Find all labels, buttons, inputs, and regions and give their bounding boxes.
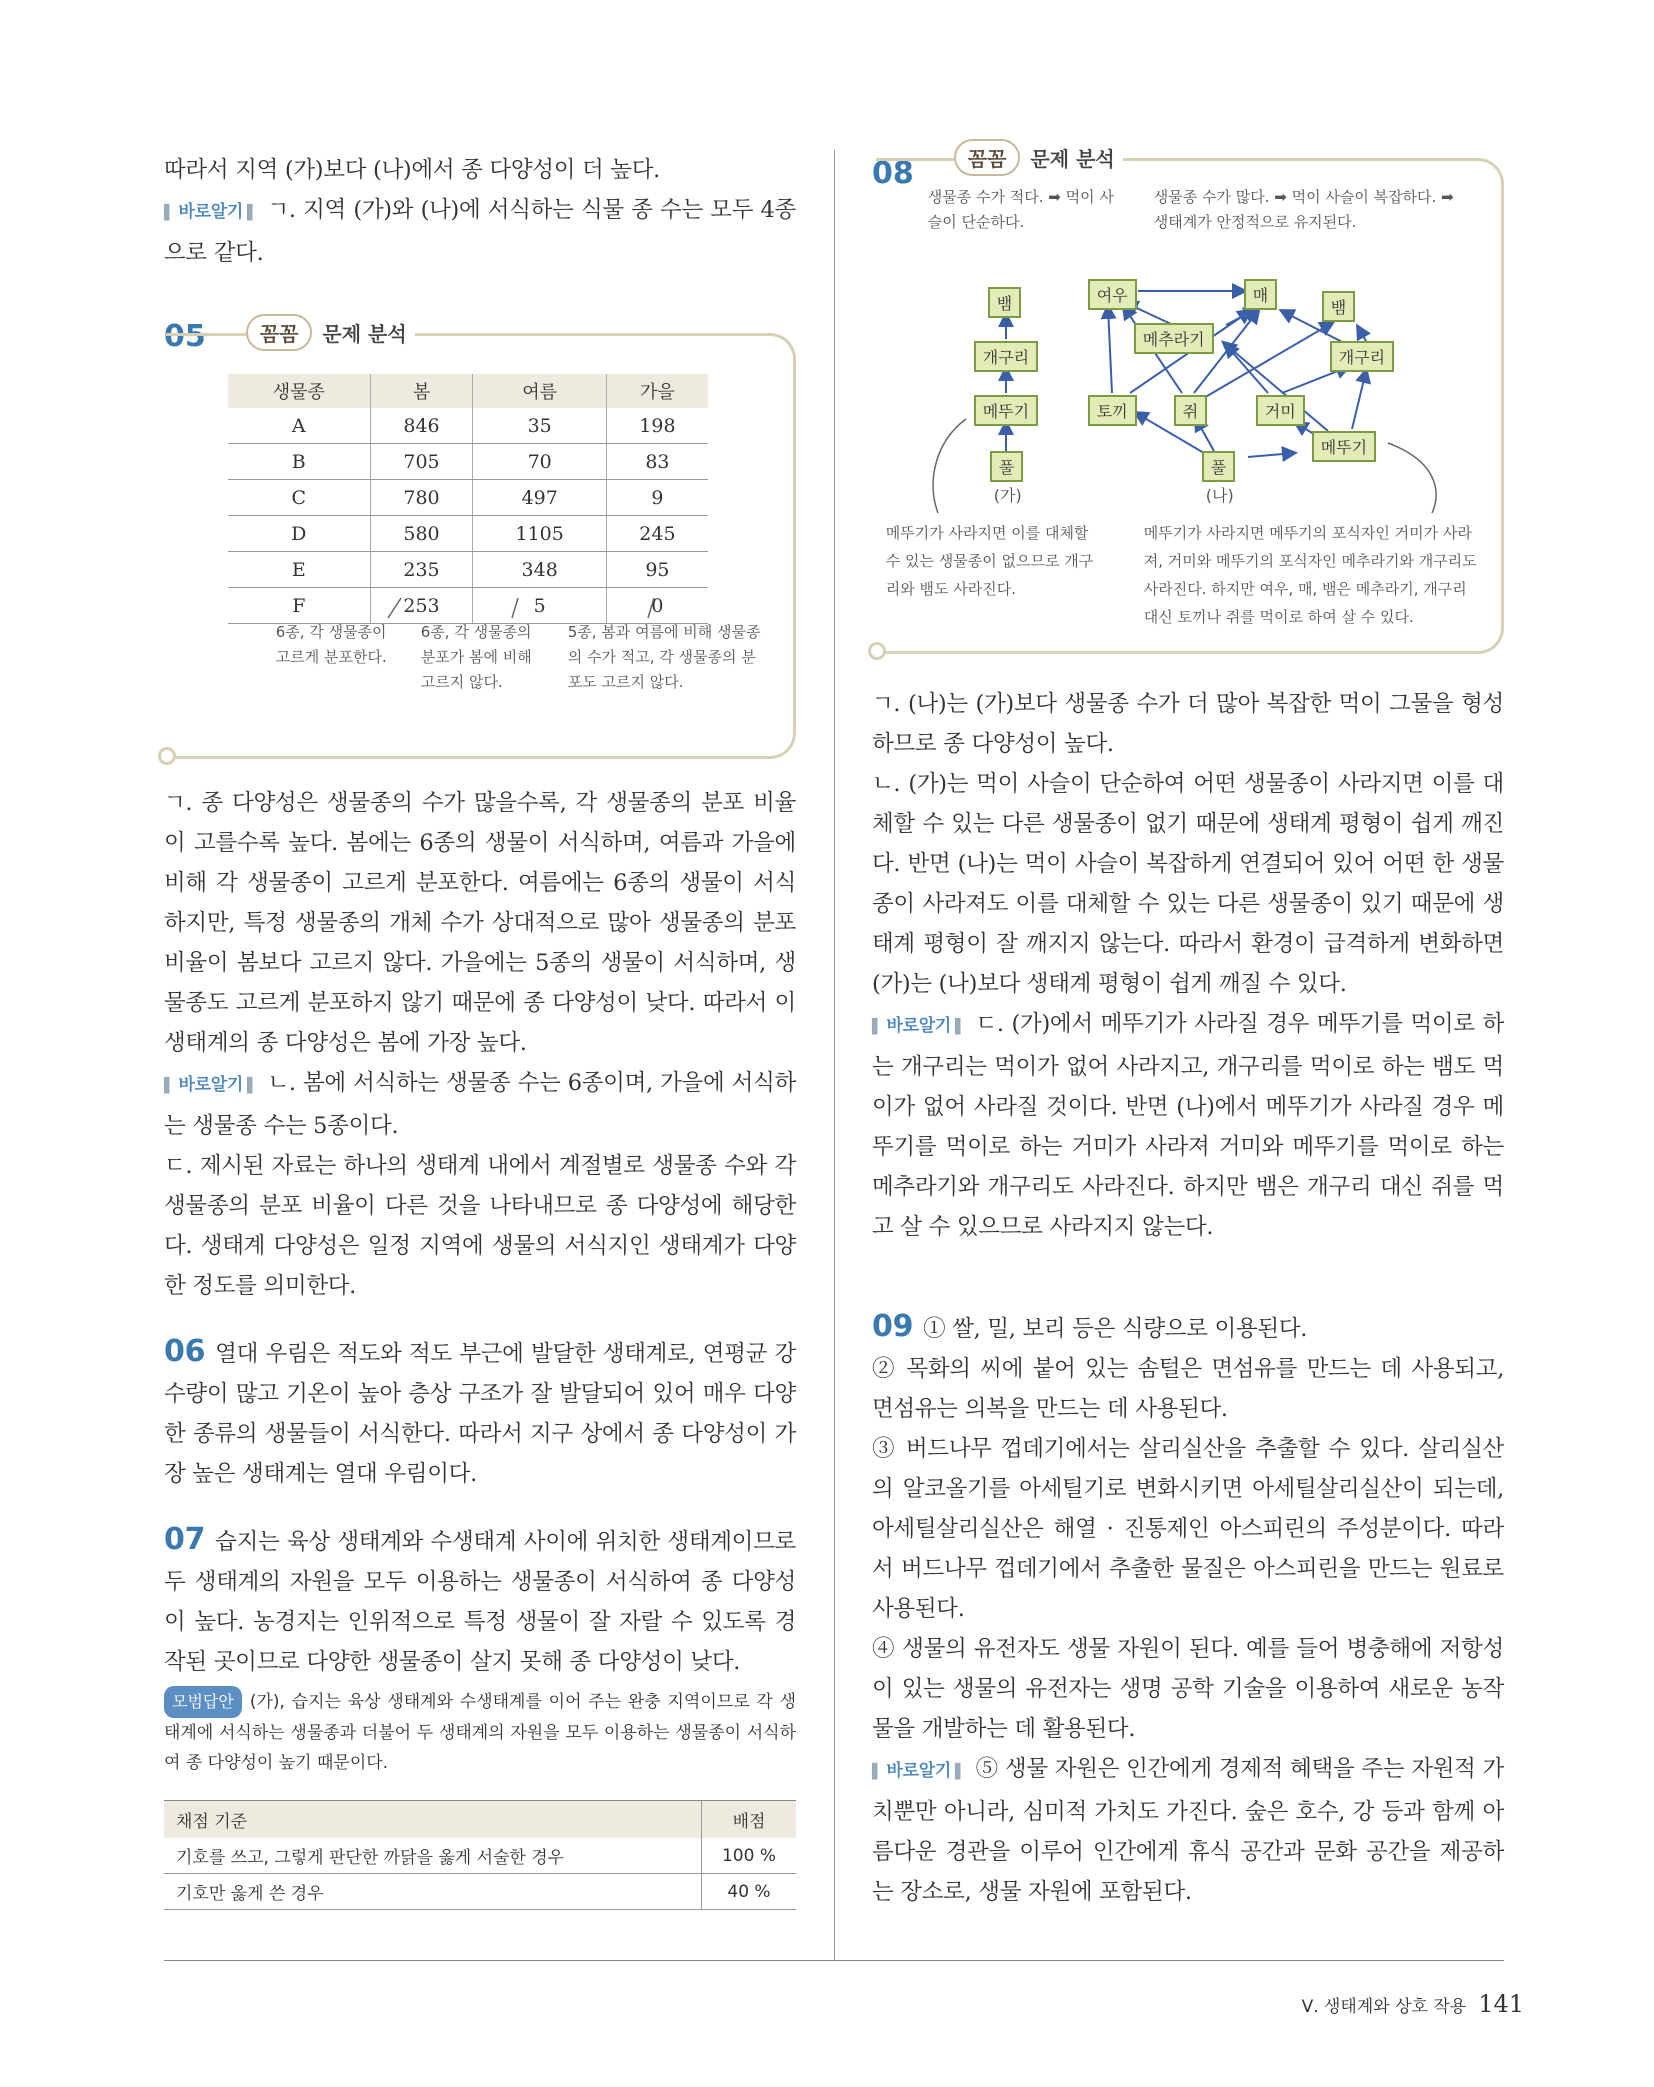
- table-cell: F: [228, 588, 371, 624]
- score-points: 100 %: [702, 1838, 797, 1874]
- question-number-07: 07: [164, 1522, 206, 1557]
- correction-tag: ▌ 바로알기 ▌: [872, 1016, 965, 1036]
- q09-line1: [872, 1307, 1504, 1349]
- score-header: 배점: [702, 1801, 797, 1839]
- node-b-mouse: 쥐: [1174, 395, 1207, 426]
- q07-answer-text: (가), 습지는 육상 생태계와 수생태계를 이어 주는 완충 지역이므로 각 생태계에 서식하는 생물종과 더불어 두 생태계의 자원을 모두 이용하는 생물종이 서식하여 종 다양성이 높기 때문이다.: [164, 1692, 796, 1773]
- node-b-frog: 개구리: [1330, 341, 1394, 372]
- top-note-a: 생물종 수가 적다. ➡ 먹이 사슬이 단순하다.: [927, 188, 1114, 231]
- correction-tag: ▌ 바로알기 ▌: [872, 1761, 965, 1781]
- table-cell: D: [228, 516, 371, 552]
- table-cell: 253: [370, 588, 472, 624]
- q09-line1-text: ① 쌀, 밀, 보리 등은 식량으로 이용된다.: [923, 1316, 1308, 1342]
- analysis-box-05: [166, 322, 796, 759]
- score-criterion: 기호만 옳게 쓴 경우: [164, 1874, 702, 1910]
- note-summer: 6종, 각 생물종의 분포가 봄에 비해 고르지 않다.: [420, 623, 532, 691]
- correction-tag: ▌ 바로알기 ▌: [164, 1075, 257, 1095]
- web-label-b: (나): [1205, 486, 1234, 505]
- node-a-snake: 뱀: [988, 287, 1021, 318]
- node-b-snake: 뱀: [1322, 291, 1355, 322]
- web-label-a: (가): [993, 486, 1022, 505]
- table-cell: C: [228, 480, 371, 516]
- q05-correction1: [164, 1063, 796, 1146]
- table-row: [228, 480, 708, 516]
- score-points: 40 %: [702, 1874, 797, 1910]
- score-header: 채점 기준: [164, 1801, 702, 1839]
- node-a-grass: 풀: [990, 451, 1023, 482]
- right-column: [872, 147, 1504, 1912]
- question-number-09: 09: [872, 1309, 914, 1344]
- left-column: [164, 150, 796, 1910]
- table-cell: 1105: [473, 516, 607, 552]
- score-header-row: [164, 1801, 796, 1839]
- node-b-spider: 거미: [1256, 395, 1305, 426]
- note-spring: 6종, 각 생물종이 고르게 분포한다.: [275, 623, 387, 666]
- table-cell: 846: [370, 408, 472, 444]
- table-header: 여름: [473, 374, 607, 408]
- q05-correction2: ㄷ. 제시된 자료는 하나의 생태계 내에서 계절별로 생물종 수와 각 생물종의 분포 비율이 다른 것을 나타내므로 종 다양성에 해당한다. 생태계 다양성은 일정 지역에 생물의 서식지인 생태계가 다양한 정도를 의미한다.: [164, 1153, 796, 1299]
- question-number-06: 06: [164, 1334, 206, 1369]
- table-header: 봄: [370, 374, 472, 408]
- table-cell: 83: [607, 444, 708, 480]
- q08-correction-text: ㄷ. (가)에서 메뚜기가 사라질 경우 메뚜기를 먹이로 하는 개구리는 먹이가 없어 사라지고, 개구리를 먹이로 하는 뱀도 먹이가 없어 사라질 것이다. 반면 (나)에서 메뚜기가 사라질 경우 메뚜기를 먹이로 하는 거미가 사라져 거미와 메뚜기를 먹이로 하는 메추라기와 개구리도 사라진다. 하지만 뱀은 개구리 대신 쥐를 먹고 살 수 있으므로 사라지지 않는다.: [872, 1011, 1504, 1240]
- arrow-spring: [388, 598, 401, 618]
- q06-text: 열대 우림은 적도와 적도 부근에 발달한 생태계로, 연평균 강수량이 많고 기온이 높아 층상 구조가 잘 발달되어 있어 매우 다양한 종류의 생물들이 서식한다. 따라서 지구 상에서 종 다양성이 가장 높은 생태계는 열대 우림이다.: [164, 1341, 796, 1487]
- answer-label: 모범답안: [164, 1686, 242, 1718]
- arrow-b-mouse-snake: [1202, 323, 1332, 399]
- q07-answer: [164, 1686, 796, 1778]
- table-cell: 780: [370, 480, 472, 516]
- page-number: 141: [1478, 1990, 1524, 2018]
- arrow-summer: [512, 598, 518, 618]
- q09-line4: ④ 생물의 유전자도 생물 자원이 된다. 예를 들어 병충해에 저항성이 있는 생물의 유전자는 생명 공학 기술을 이용하여 새로운 농작물을 개발하는 데 활용된다.: [872, 1636, 1504, 1742]
- node-a-grasshopper: 메뚜기: [974, 395, 1038, 426]
- node-b-grasshopper: 메뚜기: [1312, 431, 1376, 462]
- box-ring: [158, 747, 176, 765]
- table-cell: 95: [607, 552, 708, 588]
- q07-text: 습지는 육상 생태계와 수생태계 사이에 위치한 생태계이므로 두 생태계의 자원을 모두 이용하는 생물종이 서식하여 종 다양성이 높다. 농경지는 인위적으로 특정 생물이 잘 자랄 수 있도록 경작된 곳이므로 다양한 생물종이 살지 못해 종 다양성이 낮다.: [164, 1529, 796, 1675]
- q05-paragraph: ㄱ. 종 다양성은 생물종의 수가 많을수록, 각 생물종의 분포 비율이 고를수록 높다. 봄에는 6종의 생물이 서식하며, 여름과 가을에 비해 각 생물종이 고르게 분포한다. 여름에는 6종의 생물이 서식하지만, 특정 생물종의 개체 수가 상대적으로 많아 생물종의 분포 비율이 봄보다 고르지 않다. 가을에는 5종의 생물이 서식하며, 생물종도 고르게 분포하지 않기 때문에 종 다양성이 낮다. 따라서 이 생태계의 종 다양성은 봄에 가장 높다.: [164, 790, 796, 1056]
- column-divider: [834, 150, 835, 1960]
- arrow-b-rabbit-fox: [1108, 307, 1112, 393]
- table-row: [228, 408, 708, 444]
- arrow-b-frog-snake: [1358, 327, 1366, 341]
- table-row: [164, 1838, 796, 1874]
- footer-rule: [164, 1960, 1504, 1961]
- chapter-title: Ⅴ. 생태계와 상호 작용: [1301, 1997, 1467, 2017]
- box-ring: [868, 642, 886, 660]
- q07-block: [164, 1520, 796, 1682]
- q08-correction: [872, 1004, 1504, 1247]
- node-b-rabbit: 토끼: [1088, 395, 1137, 426]
- arrow-b-spider-quail: [1226, 345, 1268, 393]
- score-table: [164, 1800, 796, 1910]
- q08-para2: ㄴ. (가)는 먹이 사슬이 단순하여 어떤 생물종이 사라지면 이를 대체할 수 있는 다른 생물종이 없기 때문에 생태계 평형이 쉽게 깨진다. 반면 (나)는 먹이 사슬이 복잡하게 연결되어 있어 어떤 한 생물종이 사라져도 이를 대체할 수 있는 다른 생물종이 있기 때문에 생태계 평형이 잘 깨지지 않는다. 따라서 환경이 급격하게 변화하면 (가)는 (나)보다 생태계 평형이 쉽게 깨질 수 있다.: [872, 771, 1504, 997]
- table-row: [228, 516, 708, 552]
- arrow-b-grass-grasshopper: [1248, 453, 1294, 457]
- arrow-a-note: [933, 419, 966, 513]
- arrow-b-note: [1388, 443, 1436, 513]
- bottom-note-a: 메뚜기가 사라지면 이를 대체할 수 있는 생물종이 없으므로 개구리와 뱀도 사라진다.: [885, 524, 1094, 598]
- box-label: 꼼꼼: [246, 314, 313, 351]
- arrow-b-quail-hawk: [1226, 309, 1256, 325]
- table-cell: E: [228, 552, 371, 588]
- arrow-autumn: [648, 598, 654, 618]
- analysis-box-08: [876, 147, 1504, 654]
- q09-correction-text: ⑤ 생물 자원은 인간에게 경제적 혜택을 주는 자원적 가치뿐만 아니라, 심미적 가치도 가진다. 숲은 호수, 강 등과 함께 아름다운 경관을 이루어 인간에게 휴식 공간과 문화 공간을 제공하는 장소로, 생물 자원에 포함된다.: [872, 1756, 1504, 1905]
- table-header: 생물종: [228, 374, 371, 408]
- node-a-frog: 개구리: [974, 341, 1038, 372]
- question-number-08: 08: [872, 156, 914, 191]
- table-cell: 35: [473, 408, 607, 444]
- table-header: 가을: [607, 374, 708, 408]
- table-row: [228, 444, 708, 480]
- table-cell: B: [228, 444, 371, 480]
- table-cell: 9: [607, 480, 708, 516]
- table-row: [228, 552, 708, 588]
- score-criterion: 기호를 쓰고, 그렇게 판단한 까닭을 옳게 서술한 경우: [164, 1838, 702, 1874]
- node-b-fox: 여우: [1088, 279, 1137, 310]
- season-table: [228, 374, 708, 624]
- table-cell: 245: [607, 516, 708, 552]
- node-b-quail: 메추라기: [1134, 323, 1214, 354]
- table-cell: A: [228, 408, 371, 444]
- table-row: [164, 1874, 796, 1910]
- note-autumn: 5종, 봄과 여름에 비해 생물종의 수가 적고, 각 생물종의 분포도 고르지 않다.: [567, 623, 761, 691]
- table-cell: 235: [370, 552, 472, 588]
- intro-line: 따라서 지역 (가)보다 (나)에서 종 다양성이 더 높다.: [164, 157, 660, 183]
- top-note-b: 생물종 수가 많다. ➡ 먹이 사슬이 복잡하다. ➡ 생태계가 안정적으로 유지된다.: [1153, 188, 1454, 231]
- correction-tag: ▌ 바로알기 ▌: [164, 202, 257, 222]
- q09-line3: ③ 버드나무 껍데기에서는 살리실산을 추출할 수 있다. 살리실산의 알코올기를 아세틸기로 변화시키면 아세틸살리실산이 되는데, 아세틸살리실산은 해열 · 진통제인 아스피린의 주성분이다. 따라서 버드나무 껍데기에서 추출한 물질은 아스피린을 만드는 원료로 사용된다.: [872, 1436, 1504, 1622]
- table-cell: 5: [473, 588, 607, 624]
- q08-para1: ㄱ. (나)는 (가)보다 생물종 수가 더 많아 복잡한 먹이 그물을 형성하므로 종 다양성이 높다.: [872, 691, 1504, 757]
- arrow-b-grasshopper-frog: [1352, 371, 1366, 429]
- box-title: 문제 분석: [1030, 147, 1115, 171]
- bottom-note-b: 메뚜기가 사라지면 메뚜기의 포식자인 거미가 사라져, 거미와 메뚜기의 포식자인 메추라기와 개구리도 사라진다. 하지만 여우, 매, 뱀은 메추라기, 개구리 대신 토끼나 쥐를 먹이로 하여 살 수 있다.: [1143, 524, 1477, 626]
- table-cell: 348: [473, 552, 607, 588]
- box-title: 문제 분석: [322, 322, 407, 346]
- intro-correction-text: ㄱ. 지역 (가)와 (나)에 서식하는 식물 종 수는 모두 4종으로 같다.: [164, 197, 796, 266]
- q09-line2: ② 목화의 씨에 붙어 있는 솜털은 면섬유를 만드는 데 사용되고, 면섬유는 의복을 만드는 데 사용된다.: [872, 1356, 1504, 1422]
- node-b-grass: 풀: [1202, 451, 1235, 482]
- q05-correction1-text: ㄴ. 봄에 서식하는 생물종 수는 6종이며, 가을에 서식하는 생물종 수는 5종이다.: [164, 1070, 796, 1139]
- table-cell: 198: [607, 408, 708, 444]
- page-footer: [1302, 1990, 1524, 2018]
- node-b-hawk: 매: [1244, 279, 1277, 310]
- intro-correction: [164, 190, 796, 273]
- box-label: 꼼꼼: [954, 139, 1021, 176]
- table-cell: 70: [473, 444, 607, 480]
- table-cell: 580: [370, 516, 472, 552]
- q06-block: [164, 1332, 796, 1494]
- table-header-row: [228, 374, 708, 408]
- table-cell: 497: [473, 480, 607, 516]
- question-number-05: 05: [164, 319, 206, 354]
- table-cell: 705: [370, 444, 472, 480]
- q09-correction: [872, 1749, 1504, 1912]
- table-cell: 0: [607, 588, 708, 624]
